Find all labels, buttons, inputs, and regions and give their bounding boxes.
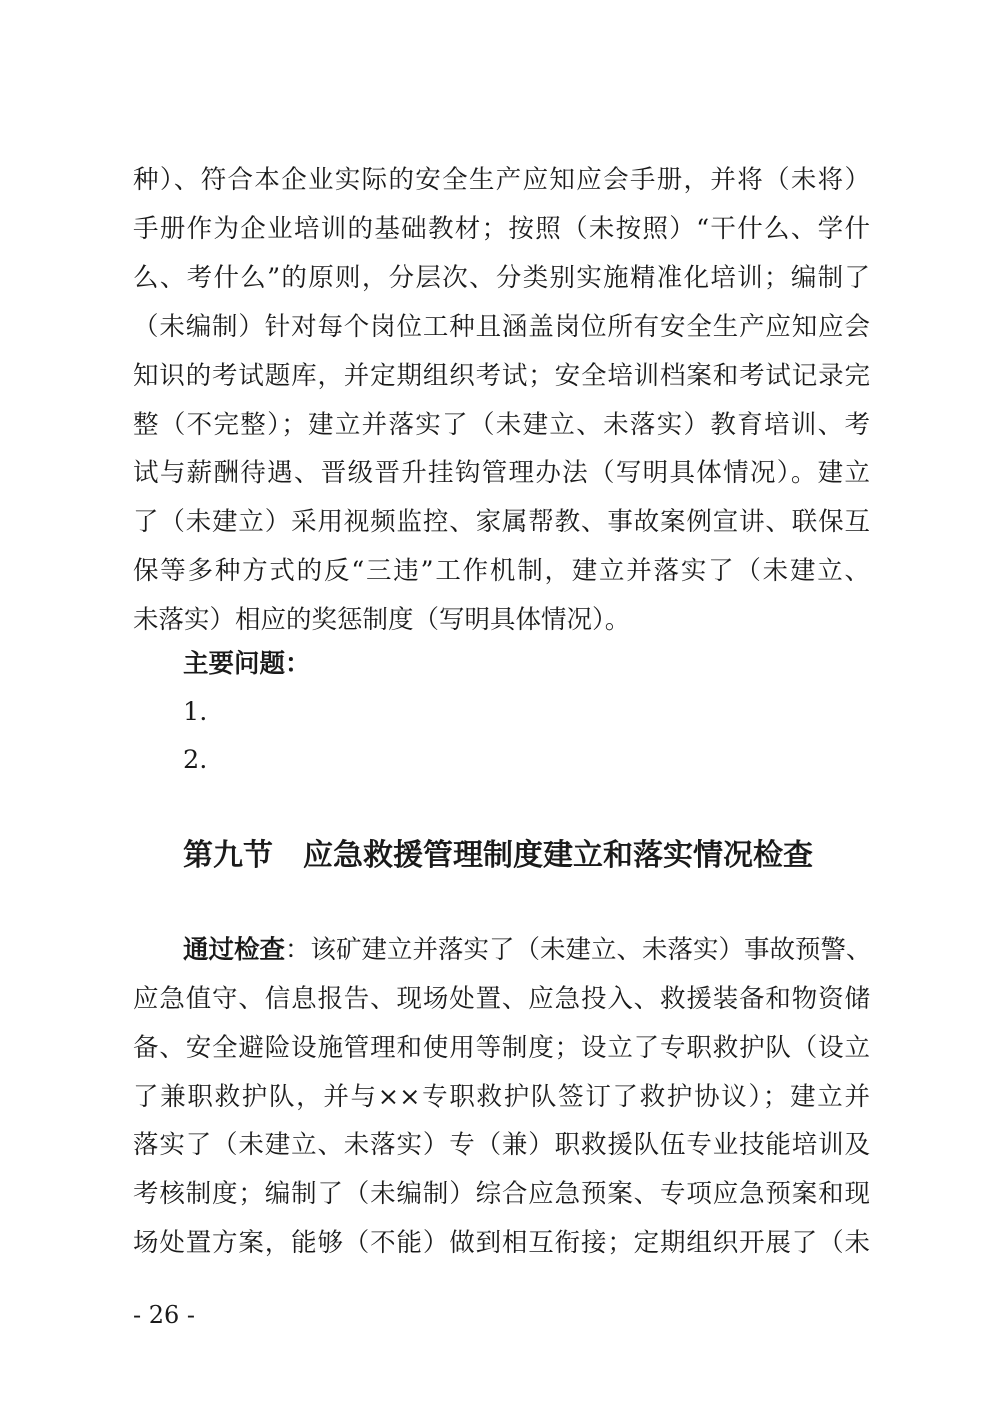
text-line: 整（不完整）；建立并落实了（未建立、未落实）教育培训、考 xyxy=(133,409,870,440)
text-line: 未落实）相应的奖惩制度（写明具体情况）。 xyxy=(133,605,631,636)
text-line: 考核制度；编制了（未编制）综合应急预案、专项应急预案和现 xyxy=(133,1179,870,1210)
paragraph-emergency-first-line xyxy=(183,933,870,967)
text-line: 试与薪酬待遇、晋级晋升挂钩管理办法（写明具体情况）。建立 xyxy=(133,458,870,489)
text-line: 知识的考试题库，并定期组织考试；安全培训档案和考试记录完 xyxy=(133,360,870,391)
problem-item: 1. xyxy=(183,697,208,727)
first-line-text: ：该矿建立并落实了（未建立、未落实）事故预警、 xyxy=(285,935,872,965)
text-line: 场处置方案，能够（不能）做到相互衔接；定期组织开展了（未 xyxy=(133,1228,870,1258)
problem-item: 2. xyxy=(183,745,208,775)
text-line: 落实了（未建立、未落实）专（兼）职救援队伍专业技能培训及 xyxy=(133,1130,870,1161)
text-line: 么、考什么”的原则，分层次、分类别实施精准化培训；编制了 xyxy=(133,262,870,293)
text-line: 种）、符合本企业实际的安全生产应知应会手册，并将（未将） xyxy=(133,165,870,195)
lead-label: 通过检查 xyxy=(183,935,286,965)
text-line: 了兼职救护队，并与××专职救护队签订了救护协议）；建立并 xyxy=(133,1081,870,1112)
text-line: 应急值守、信息报告、现场处置、应急投入、救援装备和物资储 xyxy=(133,984,870,1014)
section-heading: 第九节 应急救援管理制度建立和落实情况检查 xyxy=(183,838,813,873)
text-line: （未编制）针对每个岗位工种且涵盖岗位所有安全生产应知应会 xyxy=(133,311,870,342)
problems-title: 主要问题： xyxy=(183,649,311,679)
page-number: - 26 - xyxy=(133,1301,196,1329)
text-line: 保等多种方式的反“三违”工作机制，建立并落实了（未建立、 xyxy=(133,556,870,587)
text-line: 备、安全避险设施管理和使用等制度；设立了专职救护队（设立 xyxy=(133,1032,870,1063)
text-line: 了（未建立）采用视频监控、家属帮教、事故案例宣讲、联保互 xyxy=(133,507,870,538)
text-line: 手册作为企业培训的基础教材；按照（未按照）“干什么、学什 xyxy=(133,213,870,244)
